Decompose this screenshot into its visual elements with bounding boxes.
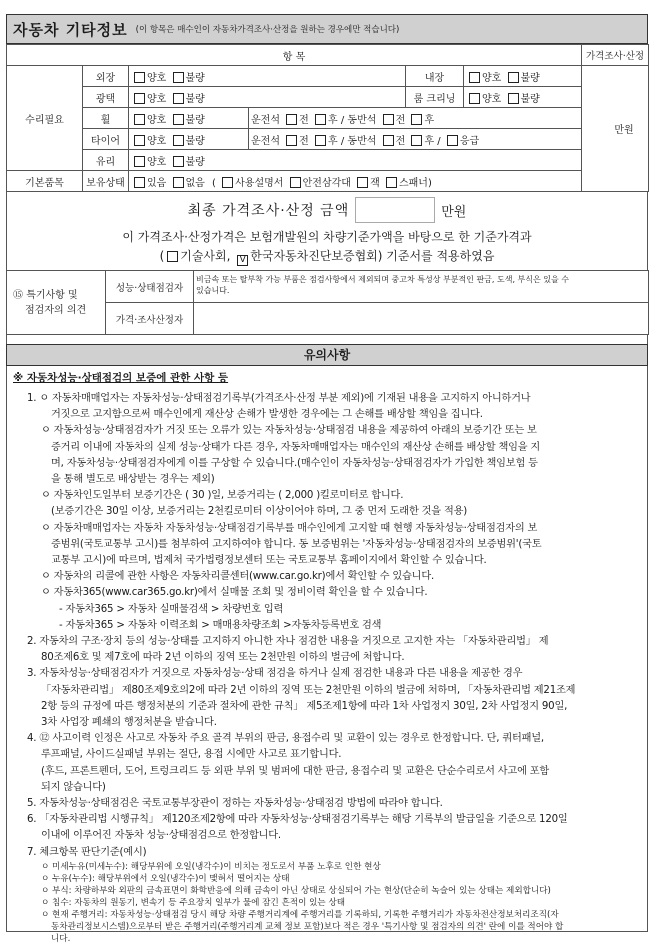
notice-line: 증범위(국토교통부 고시)를 첨부하여 고지하여야 합니다. 동 보증범위는 '자동차성능·상태점검자의 보증범위'(국토 bbox=[51, 538, 542, 550]
notice-line: 7. 체크항목 판단기준(예시) bbox=[27, 846, 147, 858]
final-price-input[interactable] bbox=[355, 197, 435, 223]
section-header bbox=[6, 14, 648, 44]
section-title: 자동차 기타정보 bbox=[13, 20, 128, 39]
document-page bbox=[6, 14, 648, 944]
notice-title: ※ 자동차성능·상태점검의 보증에 관한 사항 등 bbox=[13, 372, 229, 384]
notice-line: - 자동차365 > 자동차 실매물검색 > 차량번호 입력 bbox=[59, 603, 284, 615]
notice-line: 80조제6호 및 제7호에 따라 2년 이하의 징역 또는 2천만원 이하의 벌금에 처합니다. bbox=[41, 652, 405, 664]
checkbox-wheel-rear[interactable] bbox=[315, 114, 326, 125]
notice-line: 2. 자동차의 구조·장치 등의 성능·상태를 고지하지 아니한 자나 점검한 내용을 거짓으로 고지한 자는 「자동차관리법」 제 bbox=[27, 636, 549, 648]
standard-statement: 이 가격조사·산정가격은 보험개발원의 차량기준가액을 바탕으로 한 기준가격과 ( 기술사회, V 한국자동차진단보증협회) 기준서를 적용하였음 bbox=[6, 228, 648, 270]
col-header-price: 가격조사·산정 bbox=[582, 45, 649, 66]
notice-line: 4. ⑫ 사고이력 인정은 사고로 자동차 주요 골격 부위의 판금, 용접수리 및 교환이 있는 경우로 한정합니다. 단, 쿼터패널, bbox=[27, 733, 544, 745]
repair-label: 수리필요 bbox=[7, 66, 83, 171]
row-label-room-cleaning: 룸 크리닝 bbox=[406, 87, 464, 108]
checkbox-wheel-pass-rear[interactable] bbox=[411, 114, 422, 125]
notice-line: 거짓으로 고지함으로써 매수인에게 재산상 손해가 발생한 경우에는 그 손해를 배상할 책임을 집니다. bbox=[51, 409, 483, 421]
row-label-exterior: 외장 bbox=[83, 66, 129, 87]
notice-line: ㅇ 자동차365(www.car365.go.kr)에서 실매물 조회 및 정비이력 확인을 할 수 있습니다. bbox=[41, 587, 428, 599]
checkbox-tire-good[interactable] bbox=[134, 135, 145, 146]
final-price-row bbox=[6, 192, 648, 228]
final-price-unit: 만원 bbox=[441, 204, 467, 220]
row-label-wheel: 휠 bbox=[83, 108, 129, 129]
notice-small-line: ㅇ 부식: 차량하부와 외판의 금속표면이 화학반응에 의해 금속이 아닌 상태로 상실되어 가는 현상(단순히 녹슬어 있는 상태는 제외합니다) bbox=[41, 885, 551, 896]
notice-line: 6. 「자동차관리법 시행규칙」 제120조제2항에 따라 자동차성능·상태점검기록부는 해당 기록부의 발급일을 기준으로 120일 bbox=[27, 814, 568, 826]
checkbox-room-good[interactable] bbox=[469, 93, 480, 104]
checkbox-tire-pass-rear[interactable] bbox=[411, 135, 422, 146]
final-price-label: 최종 가격조사·산정 금액 bbox=[187, 203, 350, 219]
row-label-possession: 보유상태 bbox=[83, 171, 129, 192]
notice-line: 을 통해 별도로 배상받는 경우는 제외) bbox=[51, 474, 215, 486]
appraiser-opinion[interactable] bbox=[194, 303, 649, 335]
notice-line: 교통부 고시)에 따르며, 법제처 국가법령정보센터 또는 국토교통부 홈페이지에서 확인할 수 있습니다. bbox=[51, 555, 487, 567]
checkbox-glass-bad[interactable] bbox=[173, 156, 184, 167]
checkbox-triangle[interactable] bbox=[290, 177, 301, 188]
checkbox-interior-good[interactable] bbox=[469, 72, 480, 83]
row-label-glass: 유리 bbox=[83, 150, 129, 171]
checkbox-tire-bad[interactable] bbox=[173, 135, 184, 146]
checkbox-none[interactable] bbox=[173, 177, 184, 188]
row-label-interior: 내장 bbox=[406, 66, 464, 87]
checkbox-tech-society[interactable] bbox=[167, 251, 178, 262]
notice-line: 며, 자동차성능·상태점검자에게 이를 구상할 수 있습니다.(매수인이 자동차성능·상태점검자가 가입한 책임보험 등 bbox=[51, 457, 538, 469]
appraiser-label: 가격·조사산정자 bbox=[106, 303, 194, 335]
checkbox-exterior-good[interactable] bbox=[134, 72, 145, 83]
notice-line: ㅇ 자동차의 리콜에 관한 사항은 자동차리콜센터(www.car.go.kr)에서 확인할 수 있습니다. bbox=[41, 571, 435, 583]
row-label-gloss: 광택 bbox=[83, 87, 129, 108]
notice-line: (후드, 프론트펜더, 도어, 트렁크리드 등 외판 부위 및 범퍼에 대한 판금, 용접수리 및 교환은 단순수리로서 사고에 포함 bbox=[41, 765, 550, 777]
checkbox-interior-bad[interactable] bbox=[508, 72, 519, 83]
notice-line: ㅇ 자동차성능·상태점검자가 거짓 또는 오류가 있는 자동차성능·상태점검 내용을 제공하여 아래의 보증기간 또는 보 bbox=[41, 425, 537, 437]
checkbox-manual[interactable] bbox=[222, 177, 233, 188]
checkbox-wheel-front[interactable] bbox=[286, 114, 297, 125]
special-notes-table bbox=[6, 270, 649, 335]
checkbox-glass-good[interactable] bbox=[134, 156, 145, 167]
notice-line: - 자동차365 > 자동차 이력조회 > 매매용차량조회 >자동차등록번호 검색 bbox=[59, 619, 382, 631]
notice-body bbox=[6, 366, 648, 944]
notice-line: 3. 자동차성능·상태점검자가 거짓으로 자동차성능·상태 점검을 하거나 실제 점검한 내용과 다른 내용을 제공한 경우 bbox=[27, 668, 523, 680]
notice-small-line: 니다. bbox=[51, 933, 71, 944]
checkbox-jack[interactable] bbox=[357, 177, 368, 188]
checkbox-have[interactable] bbox=[134, 177, 145, 188]
notice-line: 2항 등의 규정에 따른 행정처분의 기준과 절차에 관한 규칙」 제5조제1항에 따라 1차 사업정지 30일, 2차 사업정지 90일, bbox=[41, 700, 568, 712]
checkbox-room-bad[interactable] bbox=[508, 93, 519, 104]
checkbox-kadia[interactable]: V bbox=[237, 255, 248, 266]
special-notes-label: ⑮ 특기사항 및 점검자의 의견 bbox=[7, 271, 106, 335]
notice-line: 5. 자동차성능·상태점검은 국토교통부장관이 정하는 자동차성능·상태점검 방법에 따라야 합니다. bbox=[27, 798, 443, 810]
other-info-table: 항 목 가격조사·산정 수리필요 외장 양호 불량 내장 양호 불량 만원 광택 양호 불량 룸 크리닝 양호 불량 휠 양호 불량 운전석 전 후 / 동반석 전 후 타이어 양호 불량 운전석 전 후 / 동반석 전 후 / 응급 유리 양호 불량 기본품목 보유상태 있음 없음 ( 사용설명서 안전삼각대 잭 스패너) bbox=[6, 44, 649, 192]
notice-line: (보증기간은 30일 이상, 보증거리는 2천킬로미터 이상이어야 하며, 그 중 먼저 도래한 것을 적용) bbox=[51, 506, 468, 518]
notice-line: ㅇ 자동차매매업자는 자동차 자동차성능·상태점검기록부를 매수인에게 고지할 때 현행 자동차성능·상태점검자의 보 bbox=[41, 522, 538, 534]
notice-line: 되지 않습니다) bbox=[41, 781, 106, 793]
checkbox-wheel-good[interactable] bbox=[134, 114, 145, 125]
notice-small-line: 동차관리정보시스템)으로부터 받은 주행거리(주행거리계 교체 정보 포함)보다 적은 경우 '특기사항 및 점검자의 의견' 란에 이를 적어야 합 bbox=[51, 921, 564, 932]
checkbox-tire-pass-front[interactable] bbox=[383, 135, 394, 146]
col-header-item: 항 목 bbox=[7, 45, 582, 66]
notice-small-line: ㅇ 미세누유(미세누수): 해당부위에 오일(냉각수)이 비치는 정도로서 부품 노후로 인한 현상 bbox=[41, 861, 381, 872]
checkbox-spanner[interactable] bbox=[386, 177, 397, 188]
notice-line: 1. ㅇ 자동차매매업자는 자동차성능·상태점검기록부(가격조사·산정 부분 제외)에 기재된 내용을 고지하지 아니하거나 bbox=[27, 393, 531, 404]
notice-line: 「자동차관리법」 제80조제9호의2에 따라 2년 이하의 징역 또는 2천만원 이하의 벌금에 처하며, 「자동차관리법 제21조제 bbox=[41, 684, 576, 696]
notice-line: 3차 사업장 폐쇄의 행정처분을 받습니다. bbox=[41, 717, 217, 729]
notice-small-line: ㅇ 현재 주행거리: 자동차성능·상태점검 당시 해당 차량 주행거리계에 주행거리를 기록하되, 기록한 주행거리가 자동차전산정보처리조직(자 bbox=[41, 909, 559, 920]
inspector-label: 성능·상태점검자 bbox=[106, 271, 194, 303]
notice-header: 유의사항 bbox=[6, 344, 648, 366]
notice-small-line: ㅇ 누유(누수): 해당부위에서 오일(냉각수)이 맺혀서 떨어지는 상태 bbox=[41, 873, 290, 884]
basic-items-label: 기본품목 bbox=[7, 171, 83, 192]
checkbox-wheel-pass-front[interactable] bbox=[383, 114, 394, 125]
row-label-tire: 타이어 bbox=[83, 129, 129, 150]
notice-small-line: ㅇ 침수: 자동차의 원동기, 변속기 등 주요장치 일부가 물에 잠긴 흔적이 있는 상태 bbox=[41, 897, 346, 908]
notice-line: 증거리 이내에 자동차의 실제 성능·상태가 다른 경우, 자동차매매업자는 매수인의 재산상 손해를 배상할 책임을 지 bbox=[51, 441, 541, 453]
checkbox-gloss-bad[interactable] bbox=[173, 93, 184, 104]
checkbox-tire-front[interactable] bbox=[286, 135, 297, 146]
price-unit-cell: 만원 bbox=[582, 66, 649, 192]
spacer bbox=[6, 335, 648, 344]
checkbox-exterior-bad[interactable] bbox=[173, 72, 184, 83]
notice-line: ㅇ 자동차인도일부터 보증기간은 ( 30 )일, 보증거리는 ( 2,000 )킬로미터로 합니다. bbox=[41, 490, 404, 502]
checkbox-gloss-good[interactable] bbox=[134, 93, 145, 104]
notice-line: 이내에 이루어진 자동차 성능·상태점검으로 한정합니다. bbox=[41, 830, 281, 842]
checkbox-wheel-bad[interactable] bbox=[173, 114, 184, 125]
section-note: (이 항목은 매수인이 자동차가격조사·산정을 원하는 경우에만 적습니다) bbox=[135, 25, 400, 35]
notice-line: 루프패널, 사이드실패널 부위는 절단, 용접 시에만 사고로 표기합니다. bbox=[41, 749, 342, 761]
checkbox-tire-emergency[interactable] bbox=[447, 135, 458, 146]
inspector-opinion: 비금속 또는 탈부착 가능 부품은 점검사항에서 제외되며 중고차 특성상 부분적인 판금, 도색, 부식은 있을 수 있습니다. bbox=[194, 271, 649, 303]
checkbox-tire-rear[interactable] bbox=[315, 135, 326, 146]
